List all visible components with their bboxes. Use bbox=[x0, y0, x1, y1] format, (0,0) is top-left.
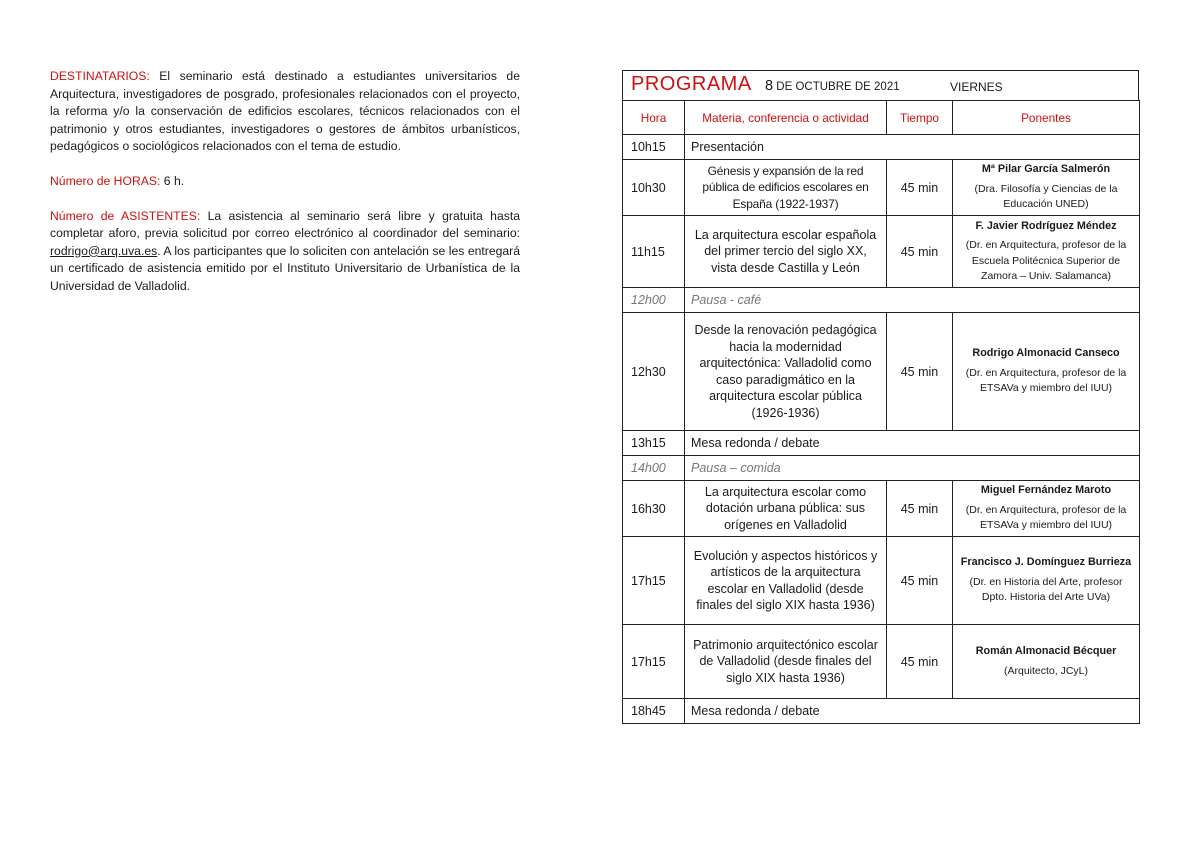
table-row bbox=[623, 625, 1140, 699]
row-materia: Mesa redonda / debate bbox=[685, 699, 1140, 724]
header-ponentes: Ponentes bbox=[953, 101, 1140, 135]
asistentes-paragraph bbox=[50, 208, 520, 296]
asistentes-text-1: La asistencia al seminario será libre y gratuita hasta completar aforo, previa solicitud por correo electrónico al coordinador del seminario: bbox=[50, 208, 520, 241]
table-row bbox=[623, 135, 1140, 160]
ponente-name: Miguel Fernández Maroto bbox=[980, 484, 1112, 497]
row-ponente bbox=[953, 625, 1140, 699]
programa-weekday: VIERNES bbox=[950, 80, 1003, 94]
table-row bbox=[623, 431, 1140, 456]
row-tiempo: 45 min bbox=[887, 625, 953, 699]
row-tiempo: 45 min bbox=[887, 313, 953, 431]
ponente-detail: (Dr. en Historia del Arte, profesor Dpto. Historia del Arte UVa) bbox=[969, 575, 1123, 604]
table-row bbox=[623, 456, 1140, 481]
row-materia: Génesis y expansión de la red pública de edificios escolares en España (1922-1937) bbox=[685, 160, 887, 216]
row-hora: 16h30 bbox=[623, 481, 685, 537]
programa-date-day: 8 bbox=[765, 78, 774, 94]
ponente-detail: (Dr. en Arquitectura, profesor de la ETSAVa y miembro del IUU) bbox=[965, 366, 1127, 395]
programa-date-month: DE OCTUBRE DE 2021 bbox=[773, 81, 900, 93]
row-materia: Mesa redonda / debate bbox=[685, 431, 1140, 456]
row-ponente bbox=[953, 313, 1140, 431]
row-hora: 10h15 bbox=[623, 135, 685, 160]
row-hora: 11h15 bbox=[623, 216, 685, 288]
row-hora: 14h00 bbox=[623, 456, 685, 481]
destinatarios-paragraph bbox=[50, 68, 520, 156]
row-hora: 13h15 bbox=[623, 431, 685, 456]
row-hora: 12h00 bbox=[623, 288, 685, 313]
horas-label: Número de HORAS: bbox=[50, 173, 161, 188]
row-hora: 17h15 bbox=[623, 537, 685, 625]
table-header-row bbox=[623, 101, 1140, 135]
table-row bbox=[623, 216, 1140, 288]
row-materia: Pausa – comida bbox=[685, 456, 1140, 481]
programa-table bbox=[622, 100, 1140, 724]
row-materia: Desde la renovación pedagógica hacia la modernidad arquitectónica: Valladolid como caso paradigmático en la arquitectura escolar pública (1926-1936) bbox=[685, 313, 887, 431]
row-hora: 10h30 bbox=[623, 160, 685, 216]
header-hora: Hora bbox=[623, 101, 685, 135]
horas-paragraph bbox=[50, 173, 520, 191]
row-ponente bbox=[953, 216, 1140, 288]
table-row bbox=[623, 313, 1140, 431]
programa-date bbox=[765, 78, 900, 94]
row-ponente bbox=[953, 160, 1140, 216]
asistentes-text-2: . A los participantes que lo soliciten con antelación se les entregará un certificado de asistencia emitido por el Instituto Universitario de Urbanística de la Universidad de Valladolid. bbox=[50, 243, 520, 293]
programa-header bbox=[622, 70, 1139, 100]
ponente-detail: (Dr. en Arquitectura, profesor de la Escuela Politécnica Superior de Zamora – Univ. Salamanca) bbox=[965, 239, 1127, 282]
table-row bbox=[623, 481, 1140, 537]
table-row bbox=[623, 288, 1140, 313]
table-row bbox=[623, 537, 1140, 625]
row-hora: 18h45 bbox=[623, 699, 685, 724]
row-tiempo: 45 min bbox=[887, 160, 953, 216]
row-tiempo: 45 min bbox=[887, 537, 953, 625]
row-hora: 12h30 bbox=[623, 313, 685, 431]
row-ponente bbox=[953, 481, 1140, 537]
table-row bbox=[623, 699, 1140, 724]
row-tiempo: 45 min bbox=[887, 216, 953, 288]
row-ponente bbox=[953, 537, 1140, 625]
row-tiempo: 45 min bbox=[887, 481, 953, 537]
row-materia: La arquitectura escolar española del primer tercio del siglo XX, vista desde Castilla y León bbox=[685, 216, 887, 288]
ponente-detail: (Dra. Filosofía y Ciencias de la Educación UNED) bbox=[974, 182, 1118, 211]
destinatarios-label: DESTINATARIOS: bbox=[50, 69, 150, 83]
ponente-name: Francisco J. Domínguez Burrieza bbox=[960, 556, 1132, 569]
info-column bbox=[50, 68, 520, 313]
ponente-name: Mª Pilar García Salmerón bbox=[981, 163, 1111, 176]
ponente-detail: (Dr. en Arquitectura, profesor de la ETSAVa y miembro del IUU) bbox=[965, 503, 1127, 532]
header-tiempo: Tiempo bbox=[887, 101, 953, 135]
email-link[interactable]: rodrigo@arq.uva.es bbox=[50, 243, 158, 258]
row-materia: Pausa - café bbox=[685, 288, 1140, 313]
horas-value: 6 h. bbox=[160, 173, 185, 188]
ponente-detail: (Arquitecto, JCyL) bbox=[1003, 664, 1089, 677]
row-materia: Evolución y aspectos históricos y artísticos de la arquitectura escolar en Valladolid (desde finales del siglo XIX hasta 1936) bbox=[685, 537, 887, 625]
row-materia: Presentación bbox=[685, 135, 1140, 160]
row-hora: 17h15 bbox=[623, 625, 685, 699]
row-materia: La arquitectura escolar como dotación urbana pública: sus orígenes en Valladolid bbox=[685, 481, 887, 537]
table-row bbox=[623, 160, 1140, 216]
ponente-name: Rodrigo Almonacid Canseco bbox=[972, 347, 1120, 360]
row-materia: Patrimonio arquitectónico escolar de Valladolid (desde finales del siglo XIX hasta 1936) bbox=[685, 625, 887, 699]
programa-title: PROGRAMA bbox=[631, 73, 752, 95]
ponente-name: Román Almonacid Bécquer bbox=[975, 645, 1117, 657]
destinatarios-text: El seminario está destinado a estudiantes universitarios de Arquitectura, investigadores de posgrado, profesionales relacionados con el proyecto, la reforma y/o la conservación de edificios escolares, técnicos relacionados con el patrimonio y otros estudiantes, investigadores o gestores de ámbitos urbanísticos, pedagógicos o sociológicos relacionados con el tema de estudio. bbox=[50, 69, 520, 154]
header-materia: Materia, conferencia o actividad bbox=[685, 101, 887, 135]
asistentes-label: Número de ASISTENTES: bbox=[50, 208, 201, 223]
ponente-name: F. Javier Rodríguez Méndez bbox=[975, 219, 1117, 232]
